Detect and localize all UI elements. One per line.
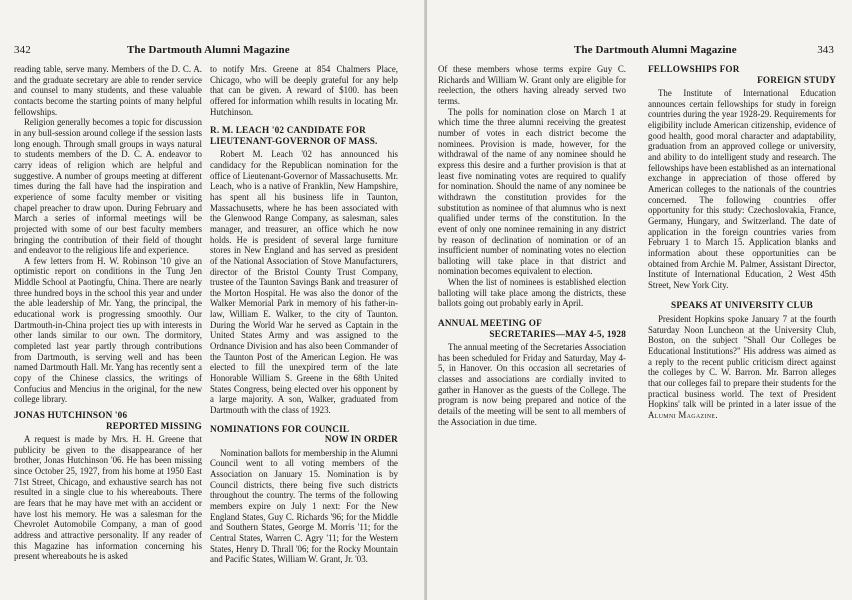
right-page-header <box>439 44 834 58</box>
magazine-name: Alumni Magazine. <box>648 409 718 420</box>
paragraph: Robert M. Leach '02 has announced his candidacy for the Republican nomination for the office of Lieutenant-Governor of Massachusetts. Mr. Leach, who is a native of Franklin, New Hampshire, has spent all his business life in Taunton, Massachusetts, where he has been associated with the Glenwood Range Company, as salesman, sales manager, and treasurer, an office which he now holds. He is president of several large furniture stores in New England and has served as president of the National Association of Stove Manufacturers, director of the Bristol County Trust Company, trustee of the Taunton Savings Bank and treasurer of the Morton Hospital. He was also the donor of the Walker Memorial Park in memory of his father-in-law, William E. Walker, to the city of Taunton. During the World War he served as Captain in the United States Army and was assigned to the Ordnance Division and has also been Commander of the Taunton Post of the American Legion. He was elected to fill the unexpired term of the late Honorable William S. Greene in the 68th United States Congress, being elected over his opponent by a large majority. A son, Walker, graduated from Dartmouth with the class of 1923. <box>210 149 398 416</box>
running-title: The Dartmouth Alumni Magazine <box>127 44 290 56</box>
heading-line: FELLOWSHIPS FOR <box>648 64 740 74</box>
paragraph: A request is made by Mrs. H. H. Greene that publicity be given to the disappearance of her brother, Jonas Hutchinson '06. He has been missing since October 25, 1927, from his home at 1950 East 71st Street, Chicago, and exhaustive search has not resulted in a single clue to his whereabouts. There are fears that he may have met with an accident or have lost his memory. He was a salesman for the Chevrolet Automobile Company, a man of good address and attractive personality. If any reader of this Magazine has information concerning his present whereabouts he is asked <box>14 434 202 562</box>
heading-line: FOREIGN STUDY <box>757 74 836 85</box>
heading-line: LIEUTENANT-GOVERNOR OF MASS. <box>210 135 378 146</box>
left-page <box>0 0 425 600</box>
paragraph: When the list of nominees is established election balloting will take place among the districts, these ballots going out probably early in April. <box>438 277 626 309</box>
heading-line: NOW IN ORDER <box>324 434 398 445</box>
running-title: The Dartmouth Alumni Magazine <box>574 44 737 56</box>
article-heading: SPEAKS AT UNIVERSITY CLUB <box>671 300 813 311</box>
heading-line: SECRETARIES—MAY 4-5, 1928 <box>489 328 626 339</box>
paragraph: The annual meeting of the Secretaries Association has been scheduled for Friday and Saturday, May 4-5, in Hanover. On this occasion all secretaries of classes and associations are cordially invited to gather in Hanover as the guests of the College. The program is now being prepared and notice of the details of the meeting will be sent to all members of the Association in due time. <box>438 342 626 427</box>
paragraph <box>648 314 836 421</box>
heading-line: REPORTED MISSING <box>105 420 202 431</box>
heading-line: JONAS HUTCHINSON '06 <box>14 410 128 420</box>
right-column-1 <box>438 64 626 427</box>
heading-line: ANNUAL MEETING OF <box>438 318 542 329</box>
paragraph: to notify Mrs. Greene at 854 Chalmers Place, Chicago, who will be deeply grateful for any help that can be given. A reward of $100. has been offered for information whilh results in locating Mr. Hutchinson. <box>210 64 398 117</box>
paragraph: reading table, serve many. Members of the D. C. A. and the graduate secretary are able to render service and counsel to many students, and these valuable contacts become the starting points of many helpful fellowships. <box>14 64 202 117</box>
article-heading <box>210 125 398 146</box>
left-page-header <box>14 44 415 58</box>
page-number: 342 <box>14 44 31 56</box>
paragraph: The Institute of International Education announces certain fellowships for study in foreign countries during the year 1928-29. Requirements for eligibility include American citizenship, evidence of good health, good moral character and adaptability, graduation from an approved college or university, and ability to do intelligent study and research. The fellowships have been established as an international exchange in appreciation of those offered by American colleges to the nationals of the countries concerned. The following countries offer opportunity for this study: Czechoslovakia, France, Germany, Hungary, and Switzerland. The date of application in the foreign countries varies from February 1 to March 15. Application blanks and information about these opportunities can be obtained from Archie M. Palmer, Assistant Director, Institute of International Education, 2 West 45th Street, New York City. <box>648 88 836 290</box>
left-column-1 <box>14 64 202 562</box>
paragraph: Of these members whose terms expire Guy C. Richards and William W. Grant only are eligible for reelection, the others having already served two terms. <box>438 64 626 106</box>
right-column-2 <box>648 64 836 421</box>
heading-line: NOMINATIONS FOR COUNCIL <box>210 423 350 434</box>
paragraph-text: President Hopkins spoke January 7 at the fourth Saturday Noon Luncheon at the University Club, Boston, on the subject "Shall Our Colleges be Educational Institutions?" His address was aimed as a reply to the recent public criticism direct against the colleges by C. W. Barron. Mr. Barron alleges that our colleges fail to prepare their students for the practical business world. The text of President Hopkins' talk will be printed in a later issue of the <box>648 313 836 410</box>
article-heading <box>438 318 626 339</box>
paragraph: A few letters from H. W. Robinson '10 give an optimistic report on conditions in the Tung Jen Middle School at Paotingfu, China. There are nearly three hundred boys in the school this year and under the able leadership of Mr. Yang, the principal, the educational work is progressing smoothly. Our Dartmouth-in-China project ties up with interests in other lands similar to our own. The dormitory, completed last year partly through contributions from Dartmouth, is serving well and has been named Dartmouth Hall. Mr. Yang has recently sent a copy of the Chinese classics, the writings of Confucius and Mencius in the original, for the new college library. <box>14 255 202 405</box>
article-heading <box>210 424 398 445</box>
article-heading <box>14 410 202 431</box>
paragraph: Nomination ballots for membership in the Alumni Council went to all voting members of the Association on January 15. Nomination is by Council districts, there being five such districts throughout the country. The terms of the following members expire on July 1 next: For the New England States, Guy C. Richards '96; for the Middle and Southern States, George M. Morris '11; for the Central States, Warren C. Agry '11; for the Western States, Henry D. Thrall '06; for the Rocky Mountain and Pacific States, William W. Grant, Jr. '03. <box>210 447 398 565</box>
heading-line: R. M. LEACH '02 CANDIDATE FOR <box>210 125 366 136</box>
right-page <box>427 0 852 600</box>
paragraph: The polls for nomination close on March 1 at which time the three alumni receiving the greatest number of votes in each district become the nominees. Provision is made, however, for the withdrawal of the name of any nominee should he express this desire and a further provision is that at least five nominating votes are required to qualify for nomination. Should the name of any nominee be withdrawn the constitution provides for the substitution as nominee of that alumnus who is next qualified under terms of the constitution. In the event of only one nominee remaining in any district by reason of declination of nomination or of an insufficient number of nominating votes no election balloting will take place in that district and nomination becomes equivalent to election. <box>438 106 626 277</box>
left-column-2 <box>210 64 398 565</box>
page-number: 343 <box>817 44 834 56</box>
paragraph: Religion generally becomes a topic for discussion in any bull-session around college if the session lasts long enough. Through small groups in ways natural to students members of the D. C. A. endeavor to carry ideas of religion which are helpful and suggestive. A number of groups meeting at different times during the fall have had the inspiration and experience of some faculty member or visiting chapel preacher to draw upon. During February and March a series of informal meetings will be projected with some of our best faculty members bringing the contribution of their field of thought and endeavor to the religious life and experience. <box>14 117 202 256</box>
article-heading <box>648 64 836 85</box>
